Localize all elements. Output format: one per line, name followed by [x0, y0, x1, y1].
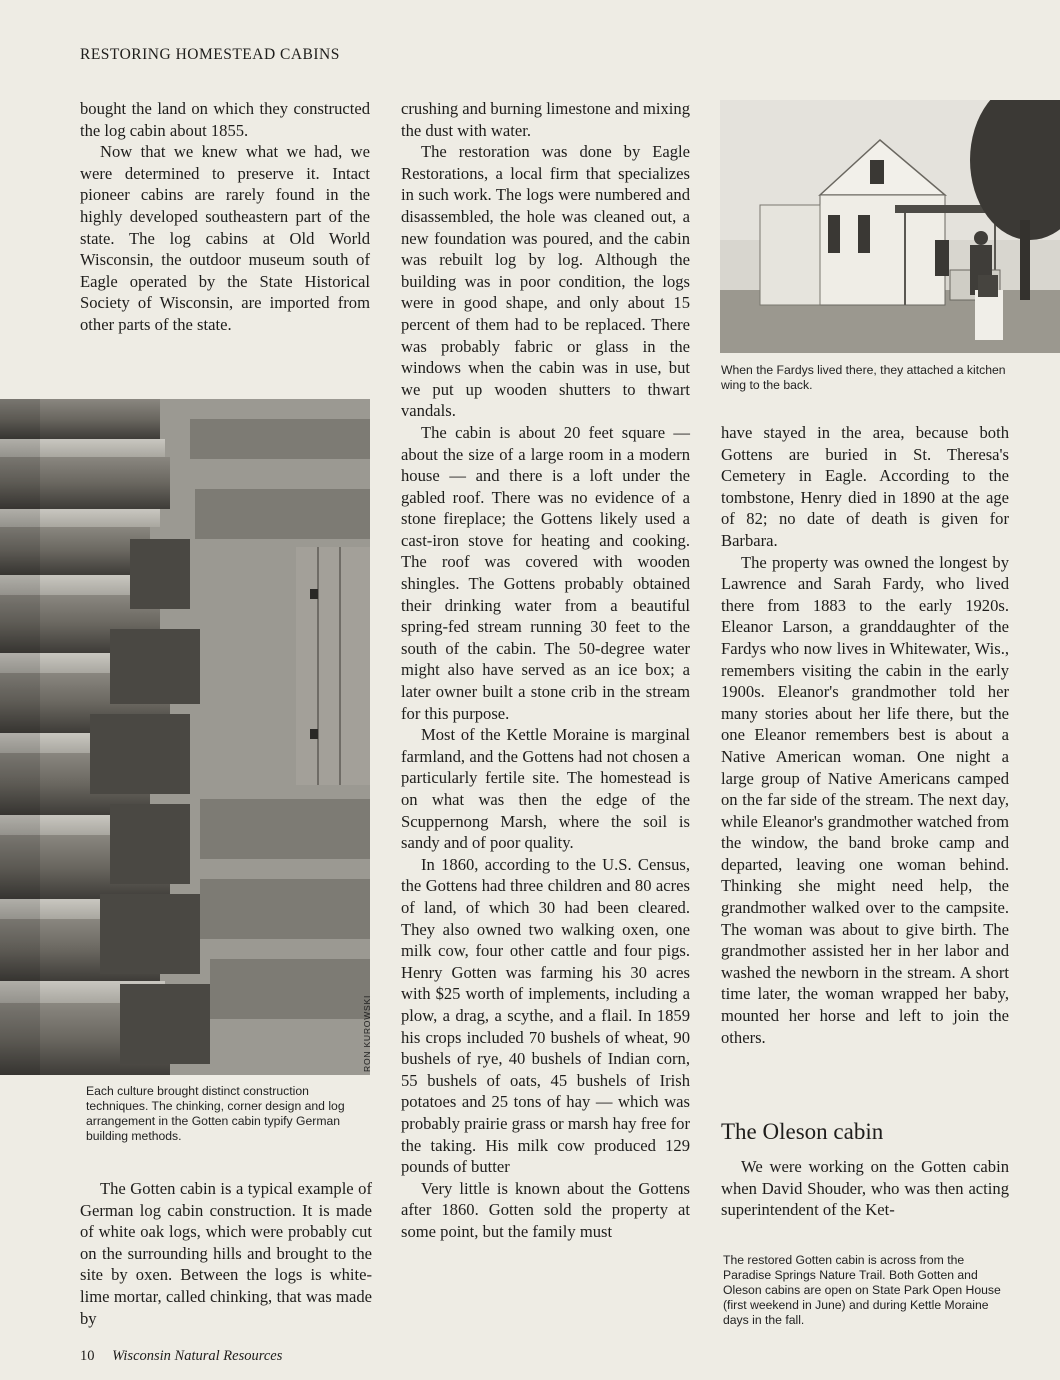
paragraph: The cabin is about 20 feet square — about the size of a large room in a modern house — and there is a loft under the gabled roof. There was no evidence of a stone fireplace; the Gottens likely used a cast-iron stove for heating and cooking. The roof was covered with wooden shingles. The Gottens probably obtained their drinking water from a beautiful spring-fed stream running 30 feet to the south of the cabin. The 50-degree water might also have served as an ice box; a later owner built a stone crib in the stream for this purpose. [401, 422, 690, 723]
page-number: 10 [80, 1348, 95, 1364]
paragraph: have stayed in the area, because both Gottens are buried in St. Theresa's Cemetery in Eagle. According to the tombstone, Henry died in 1890 at the age of 82; no date of death is given for Barbara. [721, 423, 1009, 550]
section-heading: The Oleson cabin [721, 1119, 884, 1144]
column-2 [401, 98, 690, 1242]
photo-caption-farmhouse: When the Fardys lived there, they attached a kitchen wing to the back. [721, 363, 1006, 392]
paragraph: bought the land on which they constructed the log cabin about 1855. [80, 99, 370, 140]
column-1-top [80, 98, 370, 336]
paragraph: The property was owned the longest by Lawrence and Sarah Fardy, who lived there from 1883 to the early 1920s. Eleanor Larson, a granddaughter of the Fardys who now lives in Whitewater, Wis., remembers visiting the cabin in the early 1900s. Eleanor's grandmother told her many stories about her life there, but the one Eleanor remembers best is about a Native American woman. One night a large group of Native Americans camped on the far side of the stream. The next day, while Eleanor's grandmother watched from the window, the band broke camp and departed, leaving one woman behind. Thinking she might need help, the grandmother walked over to the campsite. The woman was about to give birth. The grandmother assisted her in her labor and washed the newborn in the stream. A short time later, the woman wrapped her baby, mounted her horse and left to join the others. [721, 552, 1009, 1047]
column-1-bottom [80, 1178, 372, 1329]
paragraph: crushing and burning limestone and mixing the dust with water. [401, 99, 690, 140]
column-3 [721, 422, 1009, 1048]
photo-credit: RON KUROWSKI [362, 994, 372, 1072]
column-3-bottom [721, 1156, 1009, 1221]
publication-name: Wisconsin Natural Resources [112, 1348, 283, 1364]
paragraph: Very little is known about the Gottens after 1860. Gotten sold the property at some point, but the family must [401, 1178, 690, 1241]
log-cabin-corner-photo [0, 399, 370, 1075]
farmhouse-historic-photo [720, 100, 1060, 353]
photo-caption-log-cabin: Each culture brought distinct construction techniques. The chinking, corner design and log arrangement in the Gotten cabin typify German building methods. [86, 1084, 345, 1143]
paragraph: We were working on the Gotten cabin when David Shouder, who was then acting superintendent of the Ket- [721, 1157, 1009, 1220]
paragraph: Now that we knew what we had, we were determined to preserve it. Intact pioneer cabins are rarely found in the highly developed southeastern part of the state. The log cabins at Old World Wisconsin, the outdoor museum south of Eagle operated by the State Historical Society of Wisconsin, are imported from other parts of the state. [80, 142, 370, 334]
folio [80, 1348, 282, 1365]
running-head: RESTORING HOMESTEAD CABINS [80, 46, 340, 63]
paragraph: Most of the Kettle Moraine is marginal farmland, and the Gottens had not chosen a particularly fertile site. The homestead is on what was then the edge of the Scuppernong Marsh, where the soil is sandy and of poor quality. [401, 725, 690, 853]
paragraph: In 1860, according to the U.S. Census, the Gottens had three children and 80 acres of land, of which 30 had been cleared. They also owned two walking oxen, one milk cow, four other cattle and four pigs. Henry Gotten was farming his 30 acres with $25 worth of implements, including a plow, a drag, a scythe, and a flail. In 1859 his crops included 70 bushels of wheat, 90 bushels of rye, 40 bushels of Indian corn, 55 bushels of oats, 45 bushels of Irish potatoes and 25 tons of hay — which was probably prairie grass or marsh hay free for the taking. His milk cow produced 129 pounds of butter [401, 854, 690, 1177]
paragraph: The restoration was done by Eagle Restorations, a local firm that specializes in such work. The logs were numbered and disassembled, the hole was cleaned out, a new foundation was poured, and the cabin was rebuilt log by log. Although the building was in poor condition, the logs were in good shape, and only about 15 percent of them had to be replaced. There was probably fabric or glass in the windows when the cabin was in use, but we put up wooden shutters to thwart vandals. [401, 142, 690, 421]
paragraph: The Gotten cabin is a typical example of German log cabin construction. It is made of white oak logs, which were probably cut on the surrounding hills and brought to the site by oxen. Between the logs is white-lime mortar, called chinking, that was made by [80, 1179, 372, 1328]
sidebar-caption: The restored Gotten cabin is across from the Paradise Springs Nature Trail. Both Gotten and Oleson cabins are open on State Park Open House (first weekend in June) and during Kettle Moraine days in the fall. [723, 1253, 1001, 1327]
